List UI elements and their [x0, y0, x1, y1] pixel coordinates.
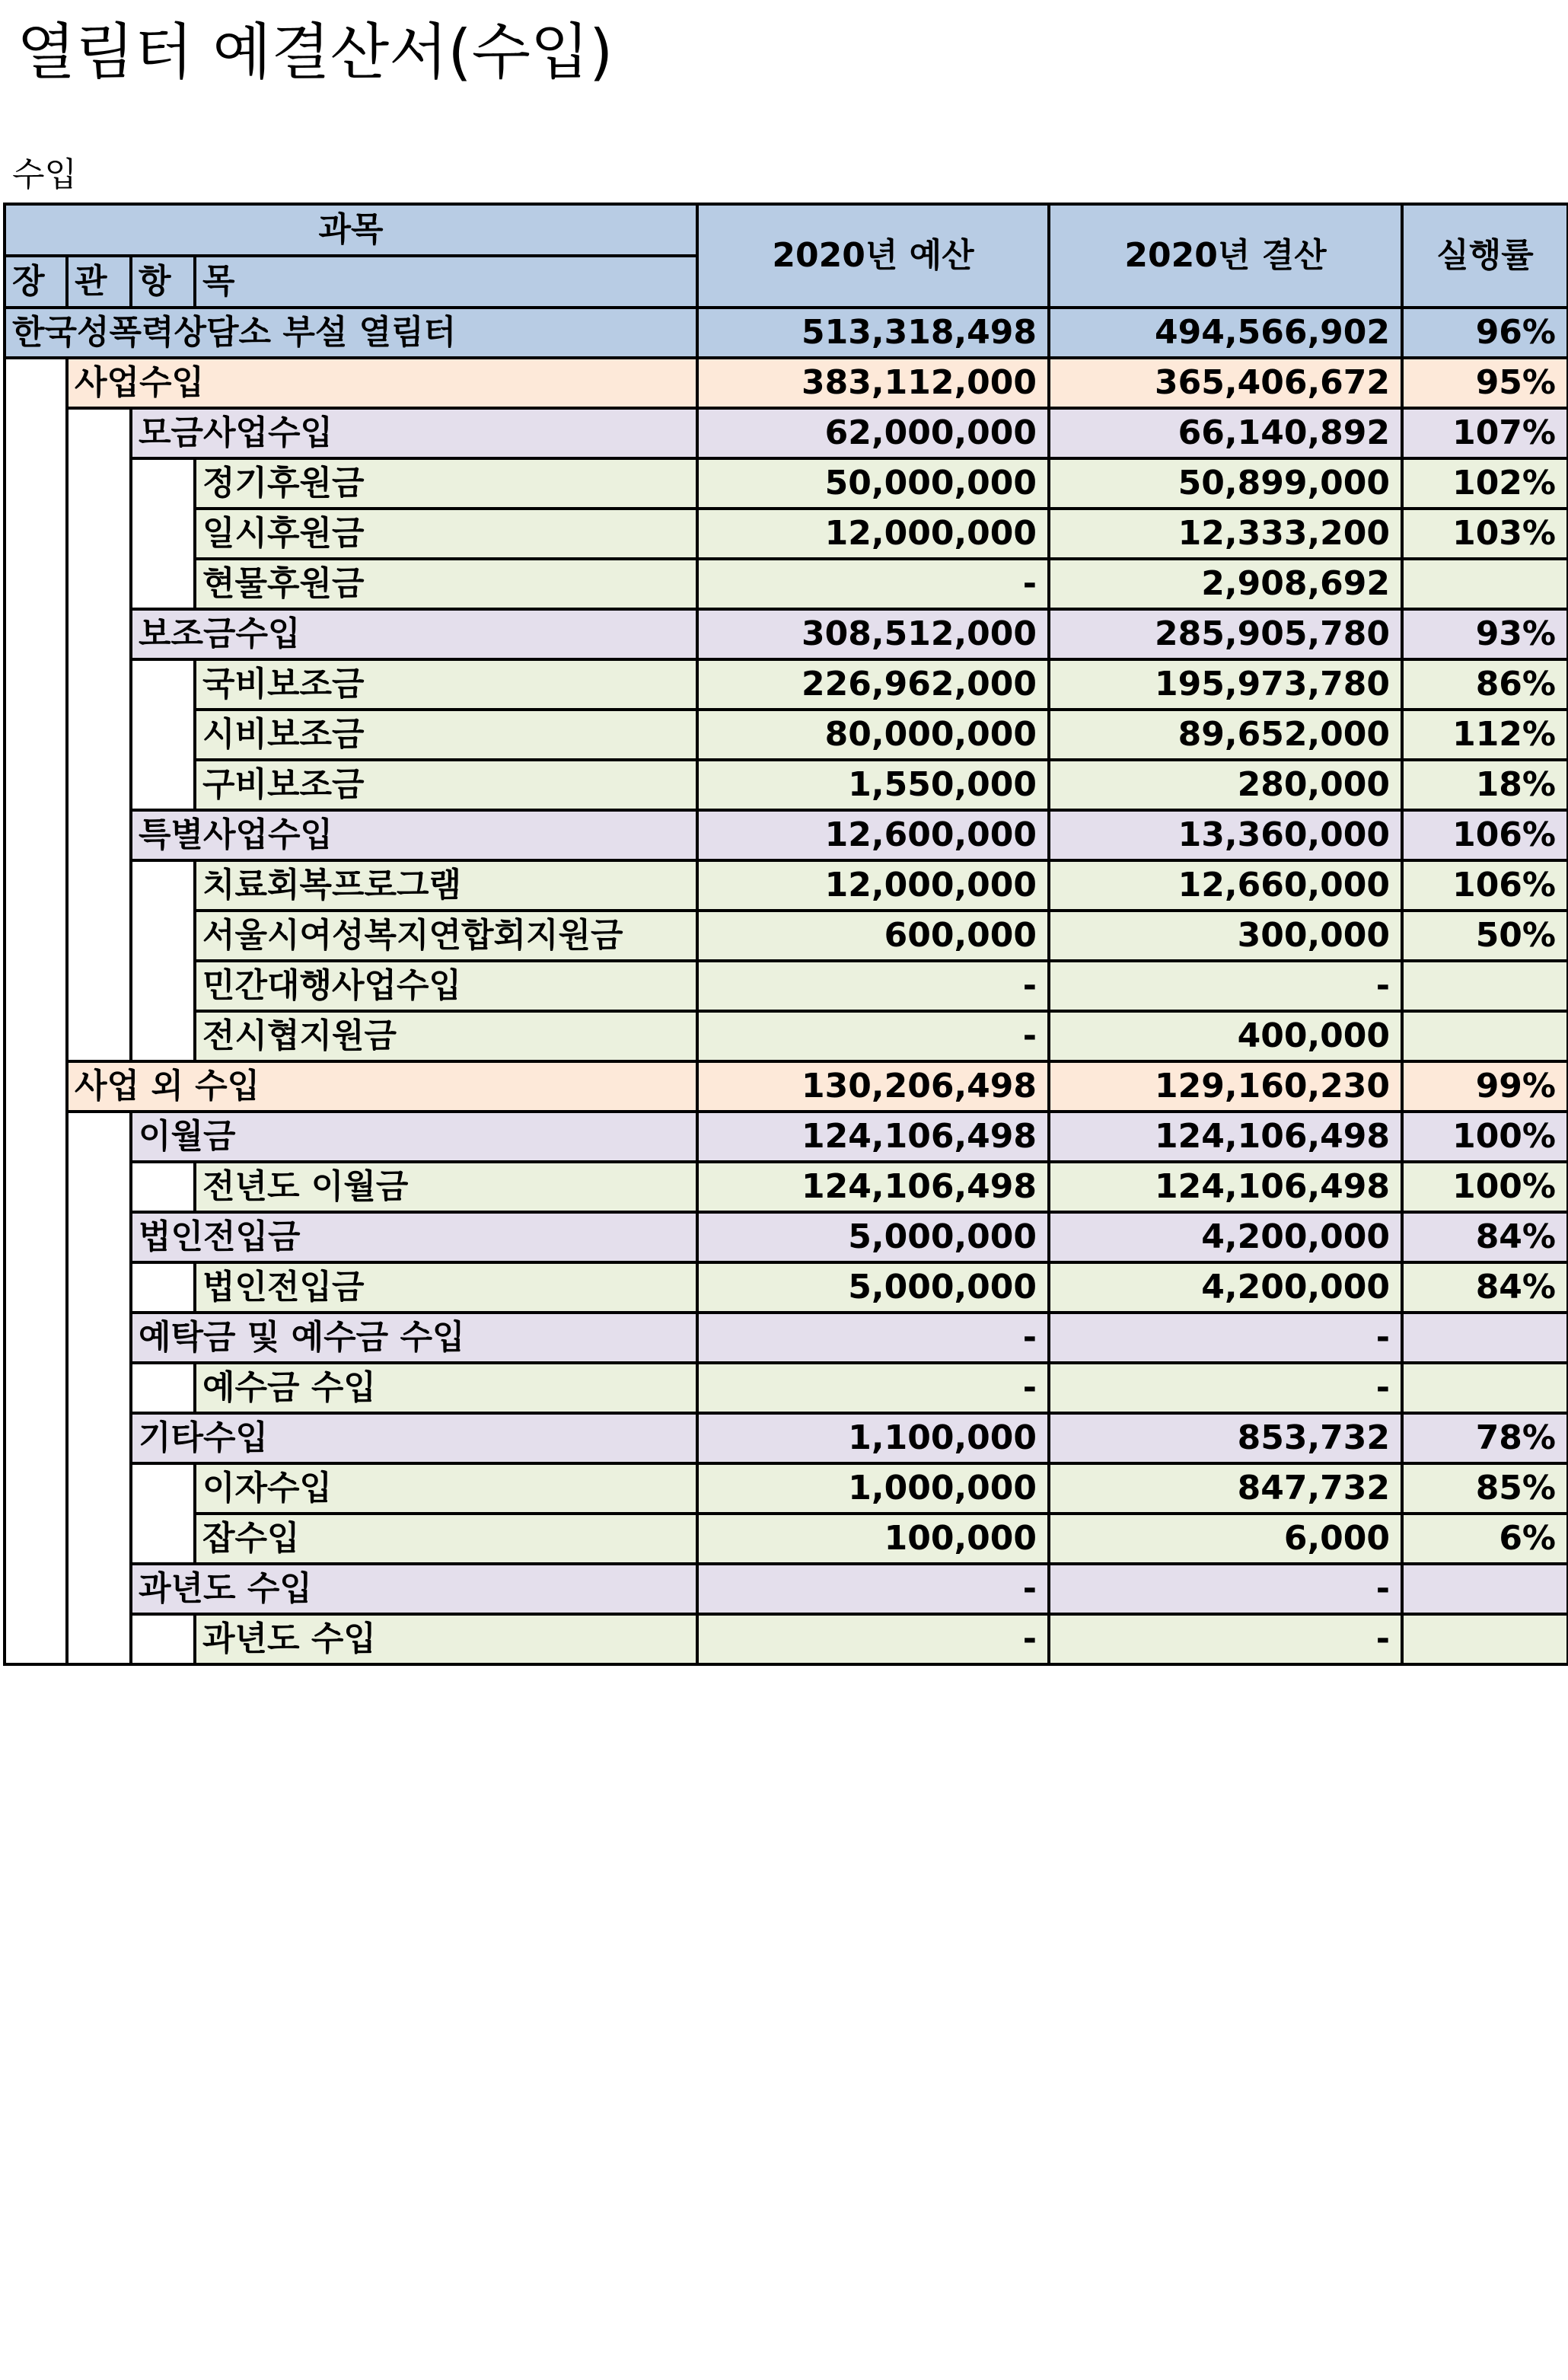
account-name: 예탁금 및 예수금 수입: [131, 1313, 697, 1363]
budget-value: 600,000: [697, 911, 1049, 961]
rate-value: [1402, 1313, 1568, 1363]
hang-row: [5, 458, 1568, 509]
account-name: 과년도 수입: [131, 1564, 697, 1614]
account-name: 치료회복프로그램: [195, 860, 697, 911]
account-name: 한국성폭력상담소 부설 열림터: [5, 308, 697, 358]
budget-value: 1,000,000: [697, 1463, 1049, 1514]
settlement-value: 12,333,200: [1049, 509, 1402, 559]
settlement-value: 6,000: [1049, 1514, 1402, 1564]
budget-value: 100,000: [697, 1514, 1049, 1564]
account-name: 특별사업수입: [131, 810, 697, 860]
budget-value: 1,100,000: [697, 1413, 1049, 1463]
budget-value: 12,000,000: [697, 509, 1049, 559]
header-budget: 2020년 예산: [697, 204, 1049, 308]
rate-value: [1402, 1011, 1568, 1061]
budget-value: -: [697, 559, 1049, 609]
hang-row: [5, 1514, 1568, 1564]
rate-value: [1402, 961, 1568, 1011]
account-name: 국비보조금: [195, 659, 697, 710]
settlement-value: 300,000: [1049, 911, 1402, 961]
rate-value: [1402, 559, 1568, 609]
rate-value: 96%: [1402, 308, 1568, 358]
hang-row: [5, 509, 1568, 559]
budget-value: -: [697, 1011, 1049, 1061]
budget-value: 124,106,498: [697, 1162, 1049, 1212]
gwan-row: [5, 1112, 1568, 1162]
budget-value: -: [697, 1363, 1049, 1413]
settlement-value: 400,000: [1049, 1011, 1402, 1061]
settlement-value: 50,899,000: [1049, 458, 1402, 509]
hang-row: [5, 1262, 1568, 1313]
account-name: 사업수입: [67, 358, 697, 408]
budget-value: 383,112,000: [697, 358, 1049, 408]
header-rate: 실행률: [1402, 204, 1568, 308]
indent-cell: [5, 358, 67, 1664]
account-name: 민간대행사업수입: [195, 961, 697, 1011]
budget-value: -: [697, 1313, 1049, 1363]
rate-value: 112%: [1402, 710, 1568, 760]
settlement-value: 124,106,498: [1049, 1112, 1402, 1162]
header-settlement: 2020년 결산: [1049, 204, 1402, 308]
rate-value: 85%: [1402, 1463, 1568, 1514]
account-name: 법인전입금: [195, 1262, 697, 1313]
account-name: 서울시여성복지연합회지원금: [195, 911, 697, 961]
account-name: 과년도 수입: [195, 1614, 697, 1664]
settlement-value: 4,200,000: [1049, 1262, 1402, 1313]
budget-value: -: [697, 1564, 1049, 1614]
budget-value: 50,000,000: [697, 458, 1049, 509]
gwan-row: [5, 408, 1568, 458]
account-name: 사업 외 수입: [67, 1061, 697, 1112]
gwan-row: [5, 1212, 1568, 1262]
rate-value: 106%: [1402, 860, 1568, 911]
account-name: 이월금: [131, 1112, 697, 1162]
rate-value: 107%: [1402, 408, 1568, 458]
indent-cell: [131, 1614, 195, 1664]
budget-value: 1,550,000: [697, 760, 1049, 810]
account-name: 기타수입: [131, 1413, 697, 1463]
indent-cell: [67, 408, 131, 1061]
rate-value: 84%: [1402, 1262, 1568, 1313]
settlement-value: -: [1049, 1564, 1402, 1614]
hang-row: [5, 1162, 1568, 1212]
settlement-value: 66,140,892: [1049, 408, 1402, 458]
settlement-value: 12,660,000: [1049, 860, 1402, 911]
budget-table: [3, 203, 1568, 1666]
page-title: 열림터 예결산서(수입): [17, 17, 613, 88]
rate-value: [1402, 1564, 1568, 1614]
gwan-row: [5, 810, 1568, 860]
hang-row: [5, 659, 1568, 710]
settlement-value: 4,200,000: [1049, 1212, 1402, 1262]
budget-value: 12,000,000: [697, 860, 1049, 911]
settlement-value: 89,652,000: [1049, 710, 1402, 760]
settlement-value: 365,406,672: [1049, 358, 1402, 408]
settlement-value: 494,566,902: [1049, 308, 1402, 358]
gwan-row: [5, 1413, 1568, 1463]
total-row: [5, 308, 1568, 358]
settlement-value: 847,732: [1049, 1463, 1402, 1514]
indent-cell: [131, 659, 195, 810]
hang-row: [5, 710, 1568, 760]
budget-value: 513,318,498: [697, 308, 1049, 358]
budget-value: 124,106,498: [697, 1112, 1049, 1162]
rate-value: 100%: [1402, 1112, 1568, 1162]
hang-row: [5, 860, 1568, 911]
hang-row: [5, 1463, 1568, 1514]
rate-value: 6%: [1402, 1514, 1568, 1564]
rate-value: [1402, 1363, 1568, 1413]
budget-value: 308,512,000: [697, 609, 1049, 659]
gwan-row: [5, 1313, 1568, 1363]
settlement-value: 13,360,000: [1049, 810, 1402, 860]
indent-cell: [131, 458, 195, 609]
account-name: 예수금 수입: [195, 1363, 697, 1413]
budget-value: 226,962,000: [697, 659, 1049, 710]
account-name: 모금사업수입: [131, 408, 697, 458]
jang-row: [5, 358, 1568, 408]
rate-value: [1402, 1614, 1568, 1664]
account-name: 정기후원금: [195, 458, 697, 509]
budget-value: 80,000,000: [697, 710, 1049, 760]
rate-value: 103%: [1402, 509, 1568, 559]
budget-value: 5,000,000: [697, 1262, 1049, 1313]
indent-cell: [131, 1162, 195, 1212]
account-name: 전시협지원금: [195, 1011, 697, 1061]
settlement-value: -: [1049, 1614, 1402, 1664]
rate-value: 84%: [1402, 1212, 1568, 1262]
account-name: 잡수입: [195, 1514, 697, 1564]
settlement-value: -: [1049, 1363, 1402, 1413]
hang-row: [5, 1363, 1568, 1413]
section-label: 수입: [12, 155, 78, 194]
header-hang: 항: [131, 256, 195, 308]
account-name: 일시후원금: [195, 509, 697, 559]
indent-cell: [131, 1463, 195, 1564]
indent-cell: [131, 1262, 195, 1313]
rate-value: 86%: [1402, 659, 1568, 710]
header-row-1: [5, 204, 1568, 256]
rate-value: 100%: [1402, 1162, 1568, 1212]
hang-row: [5, 911, 1568, 961]
budget-value: 62,000,000: [697, 408, 1049, 458]
settlement-value: 280,000: [1049, 760, 1402, 810]
settlement-value: 853,732: [1049, 1413, 1402, 1463]
settlement-value: -: [1049, 1313, 1402, 1363]
budget-value: -: [697, 961, 1049, 1011]
budget-value: -: [697, 1614, 1049, 1664]
settlement-value: -: [1049, 961, 1402, 1011]
rate-value: 102%: [1402, 458, 1568, 509]
header-jang: 장: [5, 256, 67, 308]
header-gwan: 관: [67, 256, 131, 308]
account-name: 법인전입금: [131, 1212, 697, 1262]
budget-value: 12,600,000: [697, 810, 1049, 860]
hang-row: [5, 1011, 1568, 1061]
rate-value: 78%: [1402, 1413, 1568, 1463]
gwan-row: [5, 609, 1568, 659]
rate-value: 106%: [1402, 810, 1568, 860]
rate-value: 95%: [1402, 358, 1568, 408]
rate-value: 93%: [1402, 609, 1568, 659]
gwan-row: [5, 1564, 1568, 1614]
settlement-value: 2,908,692: [1049, 559, 1402, 609]
account-name: 전년도 이월금: [195, 1162, 697, 1212]
budget-value: 130,206,498: [697, 1061, 1049, 1112]
settlement-value: 195,973,780: [1049, 659, 1402, 710]
settlement-value: 124,106,498: [1049, 1162, 1402, 1212]
account-name: 현물후원금: [195, 559, 697, 609]
indent-cell: [67, 1112, 131, 1664]
account-name: 이자수입: [195, 1463, 697, 1514]
settlement-value: 285,905,780: [1049, 609, 1402, 659]
account-name: 시비보조금: [195, 710, 697, 760]
rate-value: 50%: [1402, 911, 1568, 961]
budget-value: 5,000,000: [697, 1212, 1049, 1262]
header-mok: 목: [195, 256, 697, 308]
indent-cell: [131, 1363, 195, 1413]
account-name: 보조금수입: [131, 609, 697, 659]
jang-row: [5, 1061, 1568, 1112]
hang-row: [5, 559, 1568, 609]
hang-row: [5, 760, 1568, 810]
hang-row: [5, 961, 1568, 1011]
rate-value: 99%: [1402, 1061, 1568, 1112]
indent-cell: [131, 860, 195, 1061]
account-name: 구비보조금: [195, 760, 697, 810]
rate-value: 18%: [1402, 760, 1568, 810]
header-subject: 과목: [5, 204, 697, 256]
hang-row: [5, 1614, 1568, 1664]
settlement-value: 129,160,230: [1049, 1061, 1402, 1112]
